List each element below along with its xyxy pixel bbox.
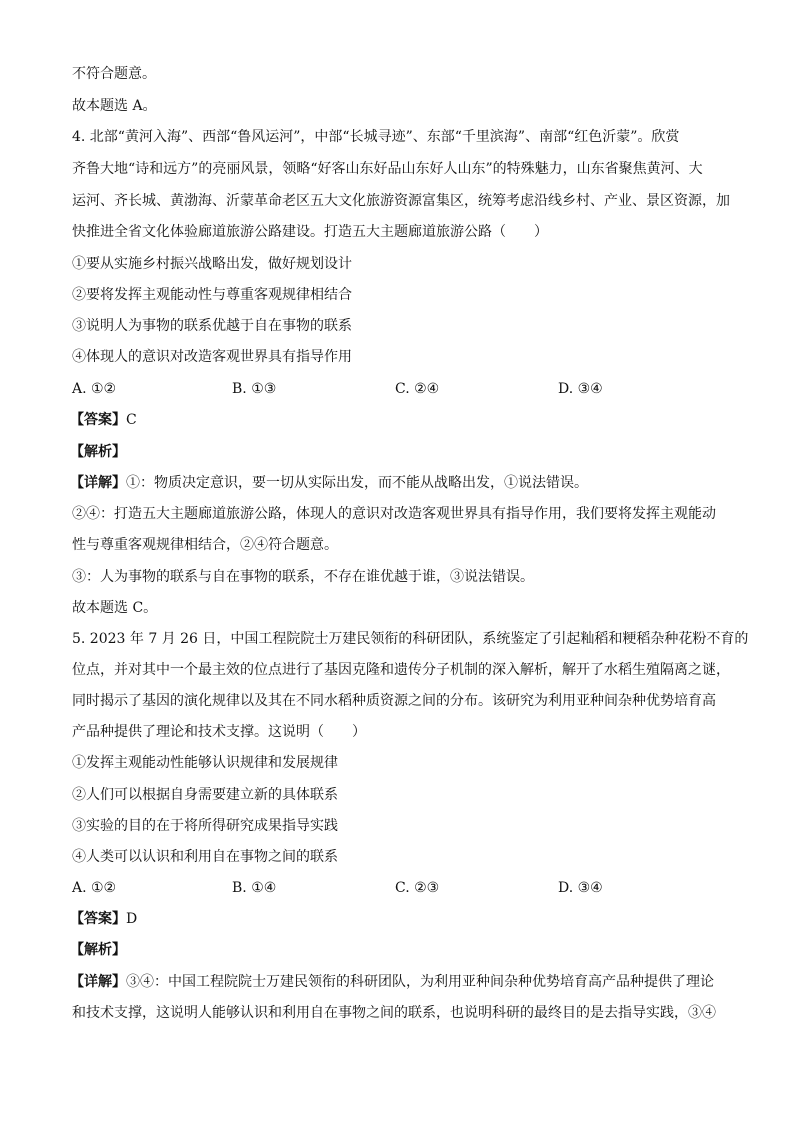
q4-detail-line: ②④：打造五大主题廊道旅游公路，体现人的意识对改造客观世界具有指导作用，我们要将发挥主观能动: [72, 506, 716, 522]
answer-value: C: [126, 412, 137, 428]
q4-analysis-tag: 【解析】: [70, 444, 126, 460]
q4-detail-line: 性与尊重客观规律相结合，②④符合题意。: [72, 537, 338, 553]
q4-item: ①要从实施乡村振兴战略出发，做好规划设计: [72, 256, 352, 272]
q5-answer: [70, 909, 722, 929]
detail-tag: 【详解】: [70, 974, 126, 990]
q5-stem-line: 产品种提供了理论和技术支撑。这说明（ ）: [72, 724, 366, 740]
q5-stem-line: 同时揭示了基因的演化规律以及其在不同水稻种质资源之间的分布。该研究为利用亚种间杂种优势培育高: [72, 693, 716, 709]
q5-option-b: B. ①④: [232, 880, 277, 896]
q4-detail-line: 【详解】①：物质决定意识，要一切从实际出发，而不能从战略出发，①说法错误。: [70, 475, 588, 491]
q5-stem-line: 5. 2023 年 7 月 26 日，中国工程院院士万建民领衔的科研团队，系统鉴定了引起籼稻和粳稻杂种花粉不育的: [72, 631, 749, 647]
q4-stem-line: 齐鲁大地“诗和远方”的亮丽风景，领略“好客山东好品山东好人山东”的特殊魅力，山东省聚焦黄河、大: [72, 161, 703, 177]
answer-tag: 【答案】: [70, 412, 126, 428]
text-line: 故本题选 A。: [72, 98, 157, 114]
q4-option-b: B. ①③: [232, 381, 277, 397]
q4-item: ②要将发挥主观能动性与尊重客观规律相结合: [72, 287, 352, 303]
q4-detail-line: ③：人为事物的联系与自在事物的联系，不存在谁优越于谁，③说法错误。: [72, 569, 534, 585]
detail-tag: 【详解】: [70, 475, 126, 491]
q4-stem-line: 快推进全省文化体验廊道旅游公路建设。打造五大主题廊道旅游公路（ ）: [72, 224, 548, 240]
q5-detail-line: 【详解】③④：中国工程院院士万建民领衔的科研团队，为利用亚种间杂种优势培育高产品种提供了理论: [70, 974, 714, 990]
q4-stem-line: 4. 北部“黄河入海”、西部“鲁风运河”，中部“长城寻迹”、东部“千里滨海”、南部“红色沂蒙”。欣赏: [72, 129, 680, 145]
q5-item: ④人类可以认识和利用自在事物之间的联系: [72, 849, 338, 865]
q5-option-d: D. ③④: [558, 880, 603, 896]
text-line: 不符合题意。: [72, 66, 156, 82]
q5-item: ③实验的目的在于将所得研究成果指导实践: [72, 818, 338, 834]
q4-conclusion: 故本题选 C。: [72, 600, 158, 616]
answer-tag: 【答案】: [70, 911, 126, 927]
q4-item: ③说明人为事物的联系优越于自在事物的联系: [72, 318, 352, 334]
q5-option-c: C. ②③: [395, 880, 440, 896]
q5-option-a: A. ①②: [72, 880, 117, 896]
q4-stem-line: 运河、齐长城、黄渤海、沂蒙革命老区五大文化旅游资源富集区，统筹考虑沿线乡村、产业、景区资源，加: [72, 193, 730, 209]
q4-item: ④体现人的意识对改造客观世界具有指导作用: [72, 349, 352, 365]
q4-option-a: A. ①②: [72, 381, 117, 397]
q5-stem-line: 位点，并对其中一个最主效的位点进行了基因克隆和遗传分子机制的深入解析，解开了水稻生殖隔离之谜，: [72, 662, 730, 678]
q5-item: ①发挥主观能动性能够认识规律和发展规律: [72, 755, 338, 771]
q4-option-d: D. ③④: [558, 381, 603, 397]
q5-analysis-tag: 【解析】: [70, 942, 126, 958]
q4-answer: [70, 410, 722, 430]
answer-value: D: [126, 911, 138, 927]
q5-detail-line: 和技术支撑，这说明人能够认识和利用自在事物之间的联系，也说明科研的最终目的是去指导实践，③④: [72, 1005, 716, 1021]
q5-item: ②人们可以根据自身需要建立新的具体联系: [72, 787, 338, 803]
q4-option-c: C. ②④: [395, 381, 440, 397]
